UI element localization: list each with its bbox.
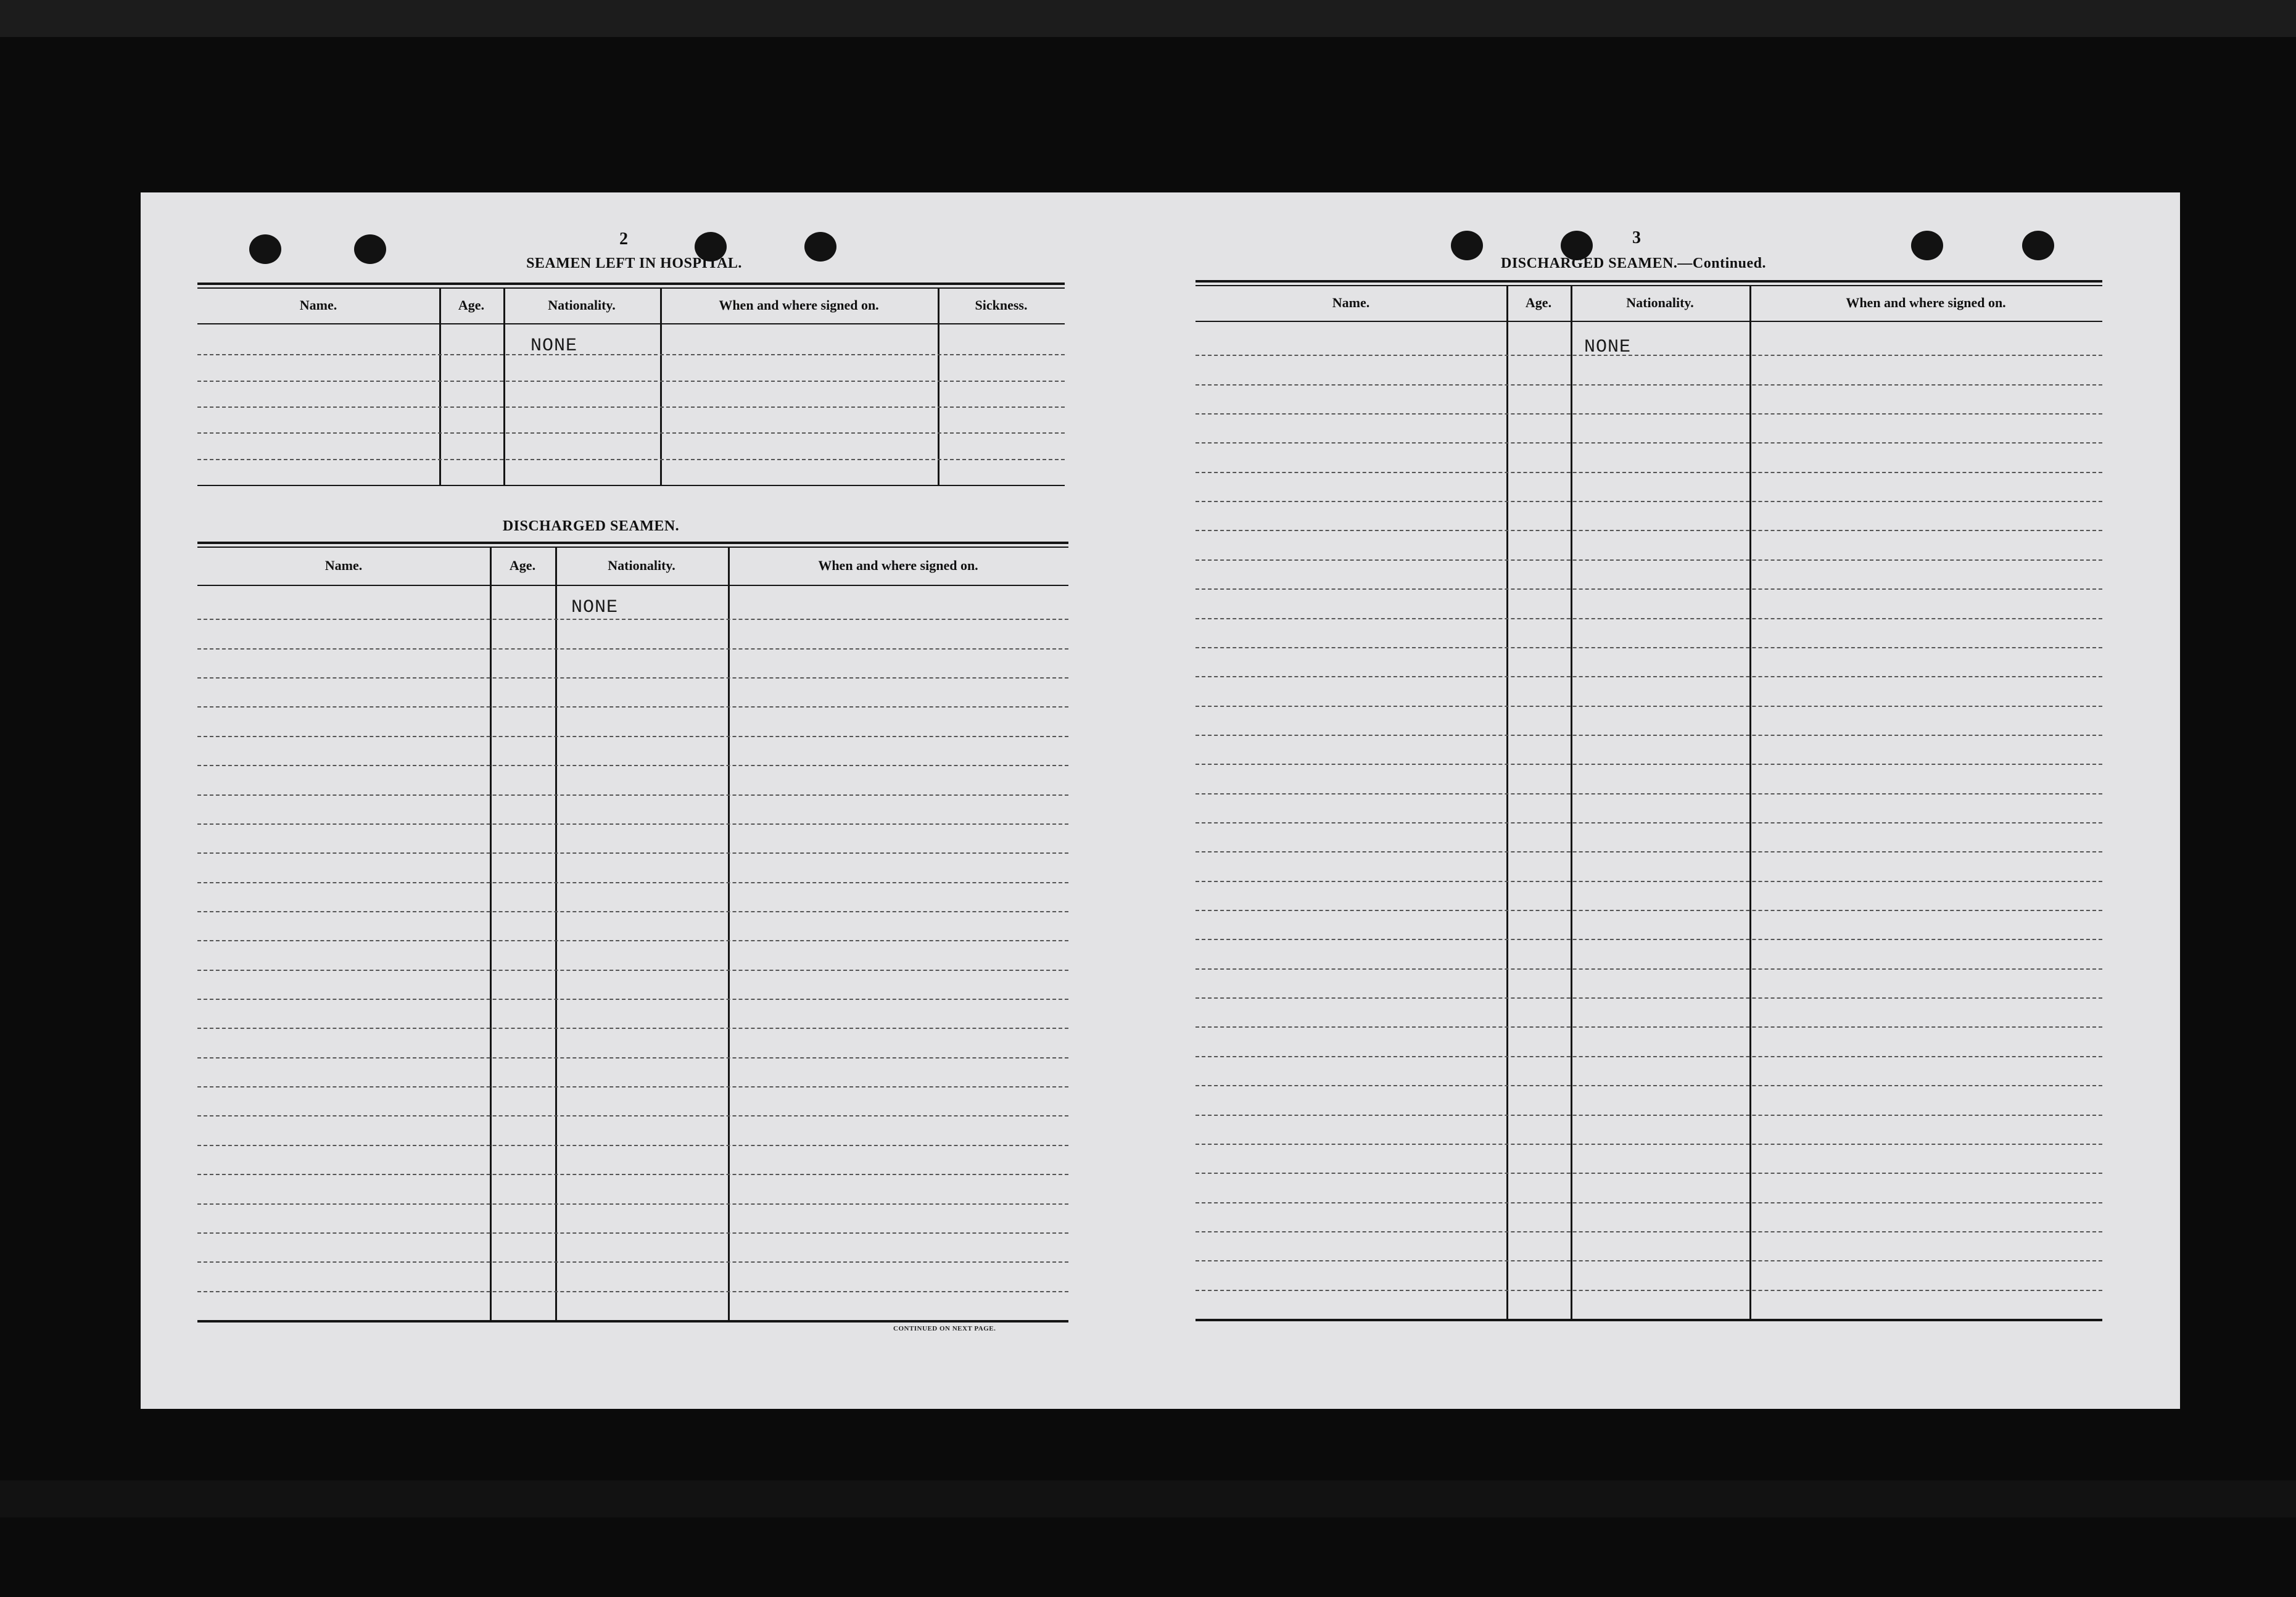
ruled-row-line <box>197 970 1068 971</box>
top-rule <box>197 542 1068 544</box>
nationality-entry: NONE <box>571 597 619 618</box>
ruled-row-line <box>1195 1085 2102 1086</box>
top-rule <box>197 287 1065 289</box>
ruled-row-line <box>1195 588 2102 590</box>
ruled-row-line <box>197 648 1068 650</box>
column-header-signed-on: When and where signed on. <box>818 558 978 573</box>
ruled-row-line <box>1195 1202 2102 1203</box>
discharged-continued-title: DISCHARGED SEAMEN.—Continued. <box>1501 255 1766 271</box>
ruled-row-line <box>1195 910 2102 911</box>
ruled-row-line <box>1195 1260 2102 1261</box>
nationality-entry: NONE <box>1584 337 1632 358</box>
ruled-row-line <box>197 1028 1068 1029</box>
ruled-row-line <box>1195 676 2102 677</box>
ruled-row-line <box>1195 1144 2102 1145</box>
bottom-rule <box>197 1320 1068 1323</box>
ruled-row-line <box>197 1174 1068 1175</box>
ruled-row-line <box>197 381 1065 382</box>
column-divider <box>1571 285 1572 1319</box>
ruled-row-line <box>1195 530 2102 531</box>
top-rule <box>197 547 1068 548</box>
ruled-row-line <box>197 852 1068 854</box>
ruled-row-line <box>197 677 1068 679</box>
column-header-age: Age. <box>458 297 485 313</box>
column-header-age: Age. <box>1525 295 1552 310</box>
ruled-row-line <box>197 706 1068 708</box>
ruled-row-line <box>197 1232 1068 1234</box>
ruled-row-line <box>1195 1026 2102 1028</box>
ruled-row-line <box>197 823 1068 825</box>
header-rule <box>197 323 1065 324</box>
column-header-signed-on: When and where signed on. <box>719 297 879 313</box>
ruled-row-line <box>1195 618 2102 619</box>
scanner-background <box>0 1480 2296 1517</box>
ruled-row-line <box>1195 793 2102 794</box>
column-header-name: Name. <box>1332 295 1370 310</box>
ruled-row-line <box>1195 413 2102 415</box>
ruled-row-line <box>1195 501 2102 502</box>
ruled-row-line <box>197 999 1068 1000</box>
column-header-age: Age. <box>509 558 536 573</box>
column-divider <box>439 287 441 485</box>
ruled-row-line <box>197 765 1068 766</box>
column-header-name: Name. <box>299 297 337 313</box>
ruled-row-line <box>197 1291 1068 1292</box>
column-header-nationality: Nationality. <box>1626 295 1694 310</box>
right-page <box>1158 192 2180 1409</box>
continued-note: CONTINUED ON NEXT PAGE. <box>893 1325 996 1332</box>
ruled-row-line <box>197 1115 1068 1116</box>
ruled-row-line <box>197 1261 1068 1263</box>
column-header-sickness: Sickness. <box>975 297 1028 313</box>
ruled-row-line <box>1195 706 2102 707</box>
top-rule <box>197 283 1065 285</box>
ruled-row-line <box>1195 355 2102 356</box>
ruled-row-line <box>1195 822 2102 823</box>
ruled-row-line <box>1195 647 2102 648</box>
page-number: 3 <box>1632 228 1641 247</box>
column-header-nationality: Nationality. <box>608 558 675 573</box>
column-divider <box>503 287 505 485</box>
ruled-row-line <box>1195 939 2102 940</box>
nationality-entry: NONE <box>531 336 578 357</box>
ruled-row-line <box>197 354 1065 355</box>
top-rule <box>1195 280 2102 283</box>
ruled-row-line <box>197 406 1065 408</box>
hospital-section-title: SEAMEN LEFT IN HOSPITAL. <box>526 255 742 271</box>
bottom-rule <box>1195 1319 2102 1321</box>
header-rule <box>1195 321 2102 322</box>
hospital-table <box>197 283 1065 487</box>
document-sheet <box>141 192 2180 1409</box>
ruled-row-line <box>197 1086 1068 1087</box>
discharged-section-title: DISCHARGED SEAMEN. <box>502 518 680 534</box>
ruled-row-line <box>1195 559 2102 561</box>
column-header-signed-on: When and where signed on. <box>1846 295 2006 310</box>
ruled-row-line <box>1195 1115 2102 1116</box>
ruled-row-line <box>197 940 1068 941</box>
ruled-row-line <box>1195 735 2102 736</box>
ruled-row-line <box>197 459 1065 460</box>
column-divider <box>938 287 939 485</box>
column-header-nationality: Nationality. <box>548 297 616 313</box>
ruled-row-line <box>1195 384 2102 386</box>
left-page <box>141 192 1158 1409</box>
ruled-row-line <box>1195 764 2102 765</box>
ruled-row-line <box>1195 851 2102 852</box>
ruled-row-line <box>197 619 1068 620</box>
ruled-row-line <box>1195 1173 2102 1174</box>
ruled-row-line <box>197 1057 1068 1058</box>
ruled-row-line <box>1195 968 2102 970</box>
header-rule <box>197 585 1068 586</box>
ruled-row-line <box>197 736 1068 737</box>
ruled-row-line <box>1195 1290 2102 1291</box>
ruled-row-line <box>1195 1056 2102 1057</box>
column-divider <box>1506 285 1508 1319</box>
ruled-row-line <box>197 432 1065 434</box>
bottom-rule <box>197 485 1065 486</box>
ruled-row-line <box>197 1203 1068 1205</box>
column-divider <box>660 287 662 485</box>
ruled-row-line <box>1195 997 2102 999</box>
ruled-row-line <box>1195 442 2102 444</box>
scanner-background <box>0 0 2296 37</box>
ruled-row-line <box>1195 881 2102 882</box>
column-header-name: Name. <box>324 558 363 573</box>
page-number: 2 <box>619 229 628 249</box>
top-rule <box>1195 285 2102 286</box>
ruled-row-line <box>1195 1231 2102 1232</box>
ruled-row-line <box>197 911 1068 912</box>
ruled-row-line <box>197 794 1068 796</box>
column-divider <box>1749 285 1751 1319</box>
ruled-row-line <box>1195 472 2102 473</box>
discharged-table <box>1195 280 2102 1323</box>
ruled-row-line <box>197 882 1068 883</box>
ruled-row-line <box>197 1145 1068 1146</box>
discharged-table <box>197 542 1068 1325</box>
